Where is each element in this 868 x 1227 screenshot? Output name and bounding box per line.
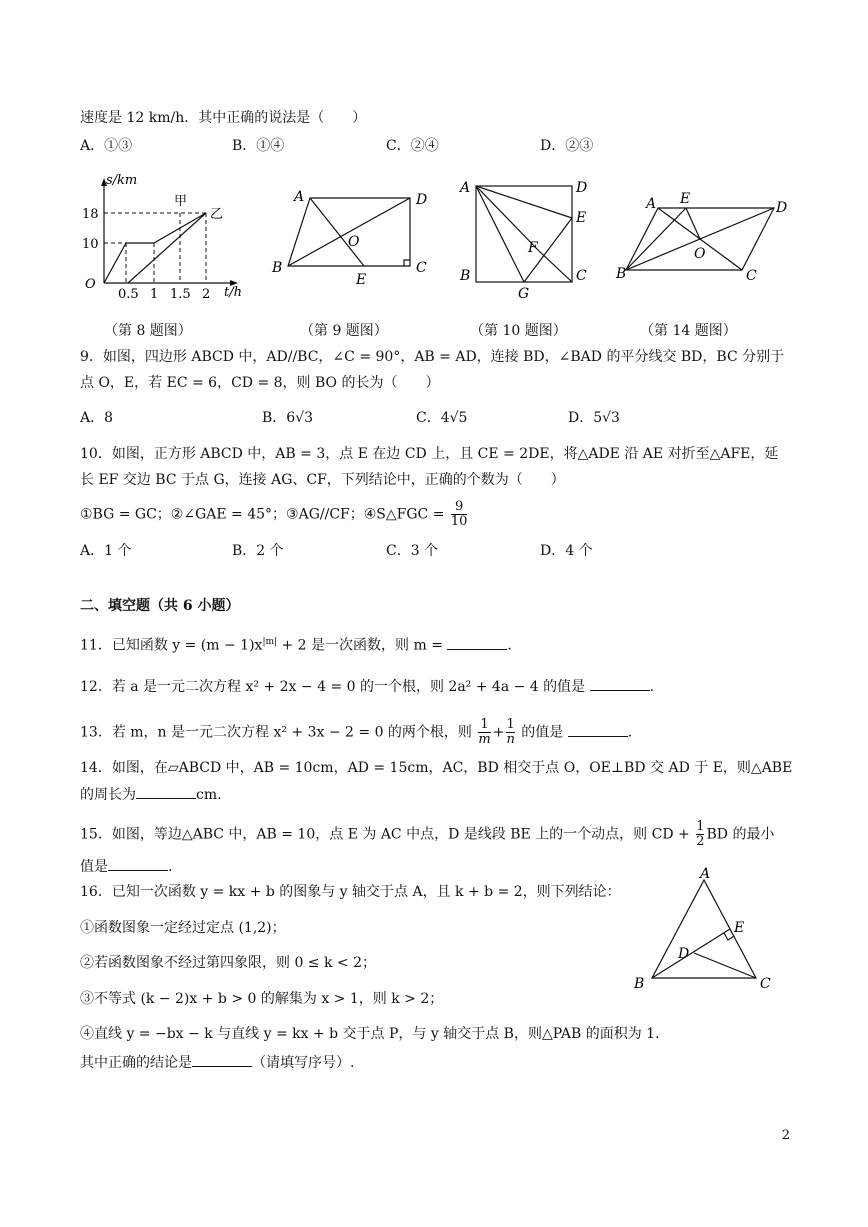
q15-end: .: [168, 859, 173, 875]
q16-statement-3: ③不等式 (k − 2)x + b > 0 的解集为 x > 1，则 k > 2；: [80, 991, 444, 1007]
fig8-y-tick-18: 18: [82, 207, 99, 222]
q12-answer-blank[interactable]: [590, 676, 650, 691]
fig8-x-tick-1: 1: [150, 287, 159, 302]
q13-f2-num: 1: [506, 717, 515, 732]
q13-fraction-2: [506, 718, 514, 747]
q15-answer-blank[interactable]: [108, 856, 168, 871]
q16-answer-blank[interactable]: [192, 1052, 252, 1067]
fig14-label-o: O: [694, 246, 706, 262]
q13-f1-den: m: [478, 732, 491, 747]
q16-statement-4: ④直线 y = −bx − k 与直线 y = kx + b 交于点 P，与 y 轴交于点 B，则△PAB 的面积为 1.: [80, 1026, 660, 1042]
q11-text-a: 11．已知函数 y = (m − 1)x: [80, 637, 263, 654]
fig15-label-e: E: [734, 920, 745, 936]
q9-option-d: D．5√3: [568, 410, 620, 426]
q8-option-d: D．②③: [540, 138, 594, 154]
q16-line-final: [80, 1052, 354, 1073]
q12-line: [80, 676, 654, 697]
q8-option-a: A．①③: [80, 138, 133, 154]
fig8-y-axis-label: s/km: [106, 173, 138, 188]
figure-10-diagram: [456, 176, 596, 301]
fig10-label-g: G: [518, 286, 530, 301]
fig15-label-a: A: [700, 866, 711, 882]
q9-option-a: A．8: [80, 410, 114, 426]
q15-frac-den: 2: [696, 834, 705, 849]
q9-option-b: B．6√3: [262, 410, 314, 426]
q8-tail-text: 速度是 12 km/h．其中正确的说法是（ ）: [80, 110, 367, 126]
q8-option-b: B．①④: [232, 138, 285, 154]
q15-line-2: [80, 856, 172, 877]
caption-fig-10: （第 10 题图）: [470, 323, 567, 339]
q10-option-b: B．2 个: [232, 543, 284, 559]
caption-fig-9: （第 9 题图）: [300, 323, 388, 339]
q14-text-b: cm.: [196, 787, 222, 803]
fig10-label-a: A: [460, 180, 471, 196]
caption-fig-8: （第 8 题图）: [104, 323, 192, 339]
q16-line-1: 16．已知一次函数 y = kx + b 的图象与 y 轴交于点 A，且 k + b = 2，则下列结论：: [80, 884, 621, 900]
fig15-label-d: D: [678, 946, 690, 962]
figure-8-graph: [76, 170, 256, 305]
fig9-label-e: E: [356, 272, 367, 288]
q13-plus: +: [492, 724, 505, 741]
q12-end: .: [649, 679, 655, 695]
q16-text-a: 其中正确的结论是: [80, 1055, 192, 1071]
q14-text-a: 的周长为: [80, 787, 136, 803]
q10-line-3: [80, 500, 469, 529]
q13-end: .: [627, 724, 633, 741]
q10-frac-den: 10: [450, 514, 468, 529]
fig9-label-d: D: [416, 192, 428, 208]
q13-f2-den: n: [506, 732, 515, 747]
q16-statement-1: ①函数图象一定经过定点 (1,2)；: [80, 920, 286, 936]
fig14-label-e: E: [680, 191, 691, 207]
q14-line-1: 14．如图，在▱ABCD 中，AB = 10cm，AD = 15cm，AC，BD 相交于点 O，OE⊥BD 交 AD 于 E，则△ABE: [80, 760, 793, 776]
q11-answer-blank[interactable]: [447, 635, 507, 650]
q15-fraction: [696, 820, 704, 849]
q13-line: [80, 718, 632, 747]
q11-end: .: [507, 637, 512, 654]
q9-line-2: 点 O，E，若 EC = 6，CD = 8，则 BO 的长为（ ）: [80, 375, 440, 391]
q10-fraction: [451, 500, 468, 529]
fig8-x-axis-label: t/h: [224, 285, 242, 300]
fig9-label-b: B: [272, 260, 283, 276]
fig8-x-tick-15: 1.5: [170, 287, 191, 302]
q13-answer-blank[interactable]: [568, 722, 628, 737]
fig10-label-c: C: [576, 268, 587, 284]
q9-option-c: C．4√5: [416, 410, 468, 426]
fig14-label-d: D: [776, 200, 788, 216]
figure-15-diagram: [628, 866, 788, 994]
q11-exponent: |m|: [262, 637, 278, 647]
fig9-label-c: C: [416, 260, 427, 276]
q10-line-2: 长 EF 交边 BC 于点 G，连接 AG、CF，下列结论中，正确的个数为（ ）: [80, 472, 565, 488]
fig14-label-a: A: [646, 196, 657, 212]
q10-frac-num: 9: [455, 499, 464, 514]
fig15-label-c: C: [760, 976, 771, 992]
figure-14-diagram: [614, 186, 804, 286]
q13-f1-num: 1: [480, 717, 489, 732]
fig8-origin: O: [85, 277, 96, 292]
q15-frac-num: 1: [696, 819, 705, 834]
q13-text-b: 的值是: [521, 724, 564, 741]
q15-line-1: [80, 820, 774, 849]
fig15-label-b: B: [634, 976, 645, 992]
q10-option-c: C．3 个: [386, 543, 439, 559]
q13-fraction-1: [478, 718, 490, 747]
fig10-label-f: F: [528, 240, 538, 256]
fig10-label-e: E: [576, 210, 587, 226]
q10-option-a: A．1 个: [80, 543, 132, 559]
fig8-label-yi: 乙: [210, 207, 224, 222]
fig9-label-o: O: [348, 234, 360, 250]
q16-statement-2: ②若函数图象不经过第四象限，则 0 ≤ k < 2；: [80, 955, 377, 971]
fig14-label-b: B: [616, 266, 627, 282]
q13-text-a: 13．若 m，n 是一元二次方程 x² + 3x − 2 = 0 的两个根，则: [80, 724, 472, 741]
q11-line: [80, 632, 512, 656]
q9-line-1: 9．如图，四边形 ABCD 中，AD//BC，∠C = 90°，AB = AD，连接 BD，∠BAD 的平分线交 BD，BC 分别于: [80, 349, 785, 365]
q14-answer-blank[interactable]: [136, 784, 196, 799]
fig10-label-d: D: [576, 180, 588, 196]
fig8-x-tick-05: 0.5: [118, 287, 139, 302]
fig8-y-tick-10: 10: [82, 237, 99, 252]
q10-statements: ①BG = GC；②∠GAE = 45°；③AG//CF；④S△FGC =: [80, 506, 445, 523]
q8-option-c: C．②④: [386, 138, 439, 154]
q15-text-a: 15．如图，等边△ABC 中，AB = 10，点 E 为 AC 中点，D 是线段 BE 上的一个动点，则 CD +: [80, 826, 690, 843]
fig8-x-tick-2: 2: [202, 287, 211, 302]
q14-line-2: [80, 784, 222, 805]
fig9-label-a: A: [294, 189, 305, 205]
q15-text-c: 值是: [80, 859, 108, 875]
fig14-label-c: C: [746, 268, 757, 284]
fig10-label-b: B: [460, 268, 471, 284]
fig8-label-jia: 甲: [174, 194, 188, 209]
figure-9-diagram: [268, 182, 438, 292]
q16-text-b: （请填写序号）.: [252, 1055, 355, 1071]
q10-line-1: 10．如图，正方形 ABCD 中，AB = 3，点 E 在边 CD 上，且 CE = 2DE，将△ADE 沿 AE 对折至△AFE，延: [80, 446, 779, 462]
section-2-title: 二、填空题（共 6 小题）: [80, 598, 240, 614]
q10-option-d: D．4 个: [540, 543, 593, 559]
caption-fig-14: （第 14 题图）: [640, 323, 737, 339]
q11-text-b: + 2 是一次函数，则 m =: [277, 637, 443, 654]
page-number: 2: [781, 1128, 790, 1143]
q12-text: 12．若 a 是一元二次方程 x² + 2x − 4 = 0 的一个根，则 2a² + 4a − 4 的值是: [80, 679, 586, 695]
q15-text-b: BD 的最小: [706, 826, 775, 843]
